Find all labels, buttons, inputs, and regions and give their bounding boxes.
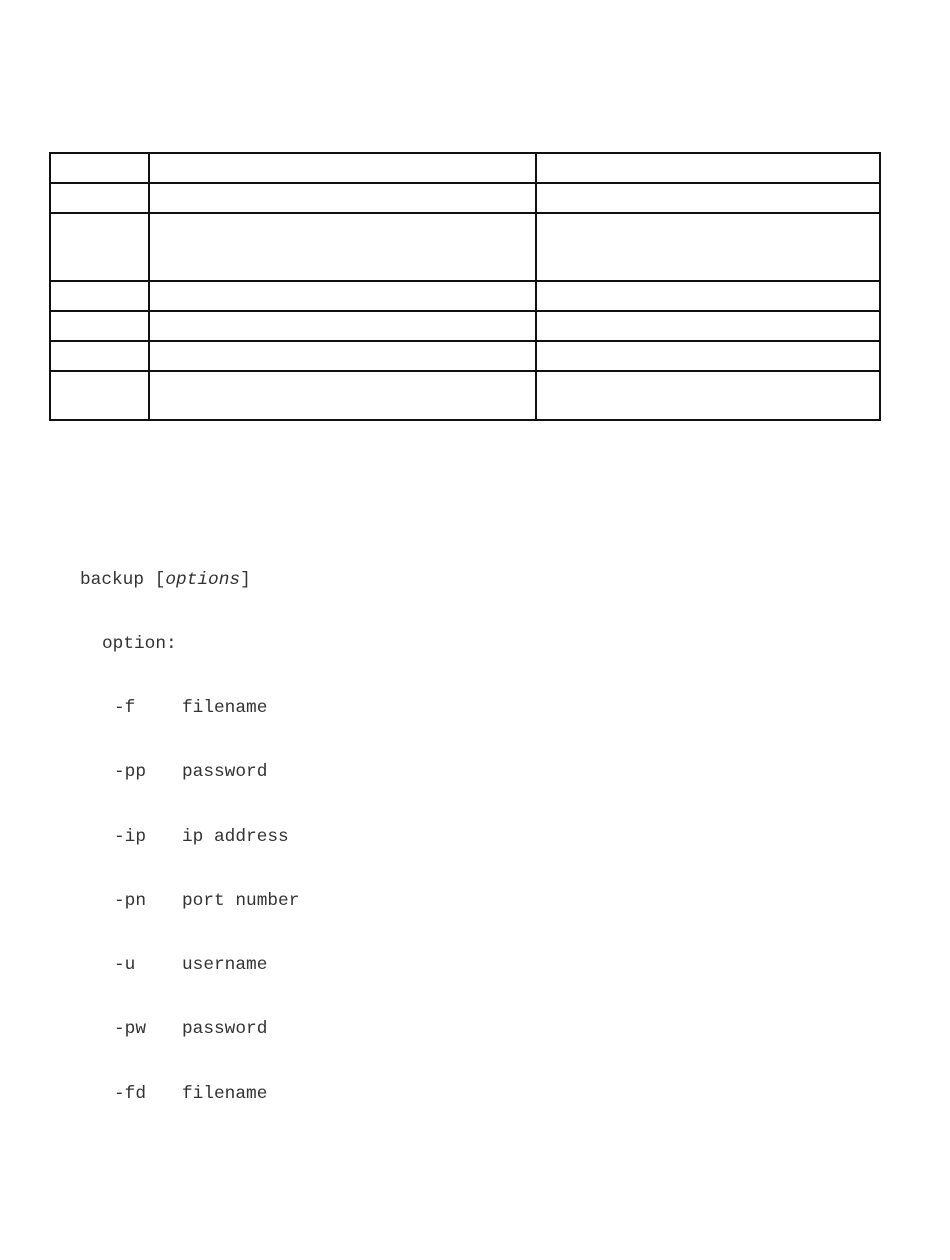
option-line	[80, 891, 299, 912]
command-name: backup	[80, 569, 145, 590]
option-line	[80, 827, 299, 848]
option-flag: -pn	[114, 890, 147, 911]
table-cell	[536, 341, 880, 371]
option-value: filename	[182, 698, 268, 719]
table-row	[50, 153, 880, 183]
table-cell	[50, 311, 149, 341]
table-cell	[536, 281, 880, 311]
option-flag: -f	[114, 698, 136, 719]
table-cell	[536, 213, 880, 281]
option-line	[80, 698, 299, 719]
option-heading: option:	[102, 634, 177, 655]
option-flag: -pp	[114, 762, 147, 783]
table-cell	[536, 153, 880, 183]
option-value: filename	[182, 1083, 268, 1104]
table-cell	[50, 371, 149, 420]
option-line	[80, 1084, 299, 1105]
option-value: port number	[182, 890, 300, 911]
table-cell	[50, 281, 149, 311]
table-cell	[50, 183, 149, 213]
option-value: password	[182, 1019, 268, 1040]
table-row	[50, 341, 880, 371]
table-row	[50, 213, 880, 281]
option-flag: -ip	[114, 826, 147, 847]
table-cell	[149, 281, 536, 311]
table-cell	[149, 183, 536, 213]
empty-table	[49, 152, 881, 421]
option-flag: -pw	[114, 1019, 147, 1040]
table-row	[50, 183, 880, 213]
table-cell	[149, 341, 536, 371]
table-cell	[50, 341, 149, 371]
table-cell	[50, 153, 149, 183]
bracket-close: ]	[240, 569, 251, 590]
table-cell	[149, 311, 536, 341]
table-cell	[50, 213, 149, 281]
option-flag: -u	[114, 955, 136, 976]
option-value: username	[182, 955, 268, 976]
option-line	[80, 955, 299, 976]
table-row	[50, 371, 880, 420]
option-flag: -fd	[114, 1083, 147, 1104]
table-row	[50, 281, 880, 311]
command-line	[80, 570, 299, 591]
table-cell	[536, 183, 880, 213]
table-cell	[149, 213, 536, 281]
table-cell	[149, 371, 536, 420]
option-line	[80, 762, 299, 783]
option-line	[80, 1019, 299, 1040]
option-value: ip address	[182, 826, 289, 847]
bracket-open: [	[154, 569, 166, 590]
table-row	[50, 311, 880, 341]
table-cell	[536, 311, 880, 341]
table-cell	[149, 153, 536, 183]
table-cell	[536, 371, 880, 420]
options-placeholder: options	[165, 569, 241, 590]
option-value: password	[182, 762, 268, 783]
command-syntax-block	[80, 527, 299, 1126]
